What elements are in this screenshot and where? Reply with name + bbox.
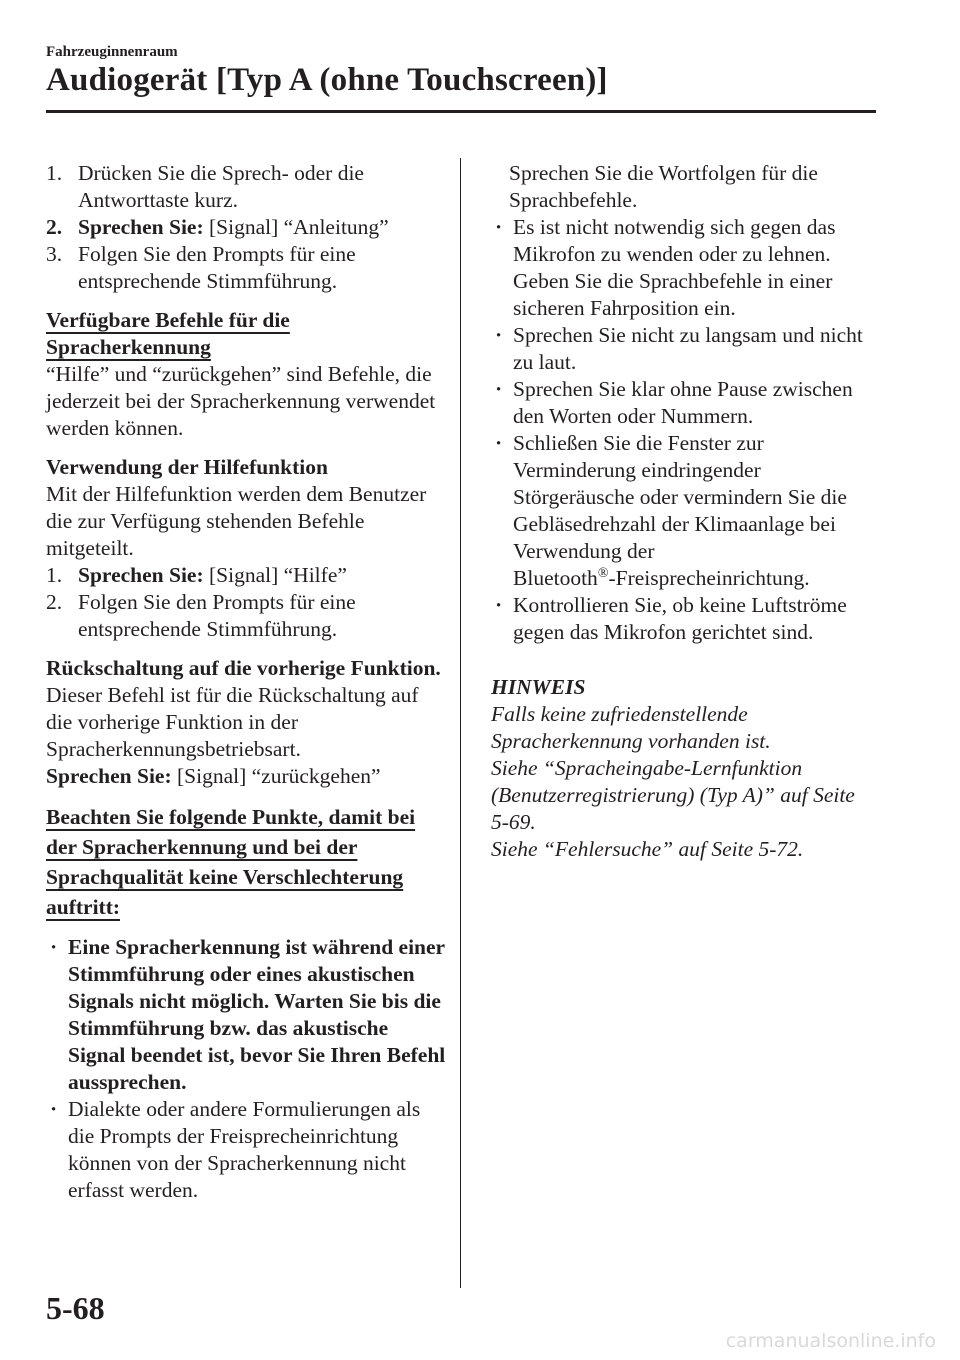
- bullet-dot: ·: [495, 593, 503, 617]
- bullet-text: Eine Spracherkennung ist während einer Stimmführung oder eines akustischen Signals nicht möglich. Warten Sie bis die Stimmführung bzw. das akustische Signal beendet ist, bevor Sie Ihren Befehl aussprechen.: [68, 935, 446, 1094]
- bullet-dot: ·: [495, 377, 503, 401]
- step-1: [46, 160, 446, 214]
- registered-mark: ®: [597, 565, 609, 581]
- step-text: Folgen Sie den Prompts für eine entsprechende Stimmführung.: [78, 590, 356, 641]
- note-line: Siehe “Fehlersuche” auf Seite 5-72.: [491, 837, 804, 861]
- bullet-text: Sprechen Sie klar ohne Pause zwischen den Worten oder Nummern.: [513, 377, 853, 428]
- bullet-item: [46, 934, 446, 1096]
- paragraph-help: Mit der Hilfefunktion werden dem Benutzer die zur Verfügung stehenden Befehle mitgeteilt.: [46, 482, 427, 560]
- watermark: carmanualsonline.info: [725, 1330, 936, 1352]
- note-line: 5-69.: [491, 810, 536, 834]
- bullet-dot: ·: [495, 215, 503, 239]
- left-column: [46, 160, 446, 1204]
- section-label: Fahrzeuginnenraum: [46, 44, 178, 60]
- heading-back: Rückschaltung auf die vorherige Funktion.: [46, 656, 441, 680]
- page-number: 5-68: [46, 1290, 105, 1326]
- bullet-dot: ·: [50, 935, 58, 959]
- step-number: 2.: [46, 215, 63, 239]
- bullet-item: [491, 430, 881, 592]
- note-body: [491, 701, 881, 863]
- bullet-item: [46, 1096, 446, 1204]
- bullet-dot: ·: [495, 323, 503, 347]
- bullet-text: Dialekte oder andere Formulierungen als die Prompts der Freisprecheinrichtung können von der Spracherkennung nicht erfasst werden.: [68, 1097, 421, 1202]
- note-line: (Benutzerregistrierung) (Typ A)” auf Seite: [491, 783, 855, 807]
- step-text: Drücken Sie die Sprech- oder die Antworttaste kurz.: [78, 161, 364, 212]
- bullet-text: Schließen Sie die Fenster zur Verminderung eindringender Störgeräusche oder vermindern Sie die Gebläsedrehzahl der Klimaanlage bei Verwendung der Bluetooth®-Freisprecheinrichtung.: [513, 431, 847, 590]
- step-3: [46, 241, 446, 295]
- note-line: Spracherkennung vorhanden ist.: [491, 729, 771, 753]
- bullet-text: Kontrollieren Sie, ob keine Luftströme gegen das Mikrofon gerichtet sind.: [513, 593, 847, 644]
- help-step-2: [46, 589, 446, 643]
- column-divider: [460, 158, 461, 1288]
- note-title: HINWEIS: [491, 675, 586, 699]
- heading-help: Verwendung der Hilfefunktion: [46, 455, 328, 479]
- page-title: Audiogerät [Typ A (ohne Touchscreen)]: [46, 62, 608, 98]
- bullet-item: [491, 322, 881, 376]
- help-step-1: [46, 562, 446, 589]
- bullet-item: [491, 214, 881, 322]
- step-number: 1.: [46, 563, 63, 587]
- heading-points: Beachten Sie folgende Punkte, damit bei der Spracherkennung und bei der Sprachqualität keine Verschlechterung auftritt:: [46, 805, 416, 919]
- back-speak-line: Sprechen Sie: [Signal] “zurückgehen”: [46, 764, 381, 788]
- bullet-text: Sprechen Sie nicht zu langsam und nicht zu laut.: [513, 323, 863, 374]
- step-text: Folgen Sie den Prompts für eine entsprechende Stimmführung.: [78, 242, 356, 293]
- paragraph-back: Dieser Befehl ist für die Rückschaltung auf die vorherige Funktion in der Spracherkennungsbetriebsart.: [46, 683, 419, 761]
- bullet-continuation: Sprechen Sie die Wortfolgen für die Sprachbefehle.: [509, 161, 818, 212]
- step-2: [46, 214, 446, 241]
- bullet-item: [491, 376, 881, 430]
- bullet-item: [491, 592, 881, 646]
- step-number: 1.: [46, 161, 63, 185]
- step-text: Sprechen Sie: [Signal] “Anleitung”: [78, 215, 389, 239]
- note-line: Falls keine zufriedenstellende: [491, 702, 748, 726]
- note-line: Siehe “Spracheingabe-Lernfunktion: [491, 756, 803, 780]
- paragraph-commands: “Hilfe” und “zurückgehen” sind Befehle, die jederzeit bei der Spracherkennung verwendet werden können.: [46, 362, 436, 440]
- right-column: [491, 160, 881, 863]
- bullet-dot: ·: [495, 431, 503, 455]
- step-number: 3.: [46, 242, 63, 266]
- title-rule: [46, 110, 876, 113]
- step-number: 2.: [46, 590, 63, 614]
- heading-commands: Verfügbare Befehle für die Spracherkennung: [46, 308, 290, 359]
- bullet-text: Es ist nicht notwendig sich gegen das Mikrofon zu wenden oder zu lehnen. Geben Sie die Sprachbefehle in einer sicheren Fahrposition ein.: [513, 215, 836, 320]
- bullet-dot: ·: [50, 1097, 58, 1121]
- step-text: Sprechen Sie: [Signal] “Hilfe”: [78, 563, 347, 587]
